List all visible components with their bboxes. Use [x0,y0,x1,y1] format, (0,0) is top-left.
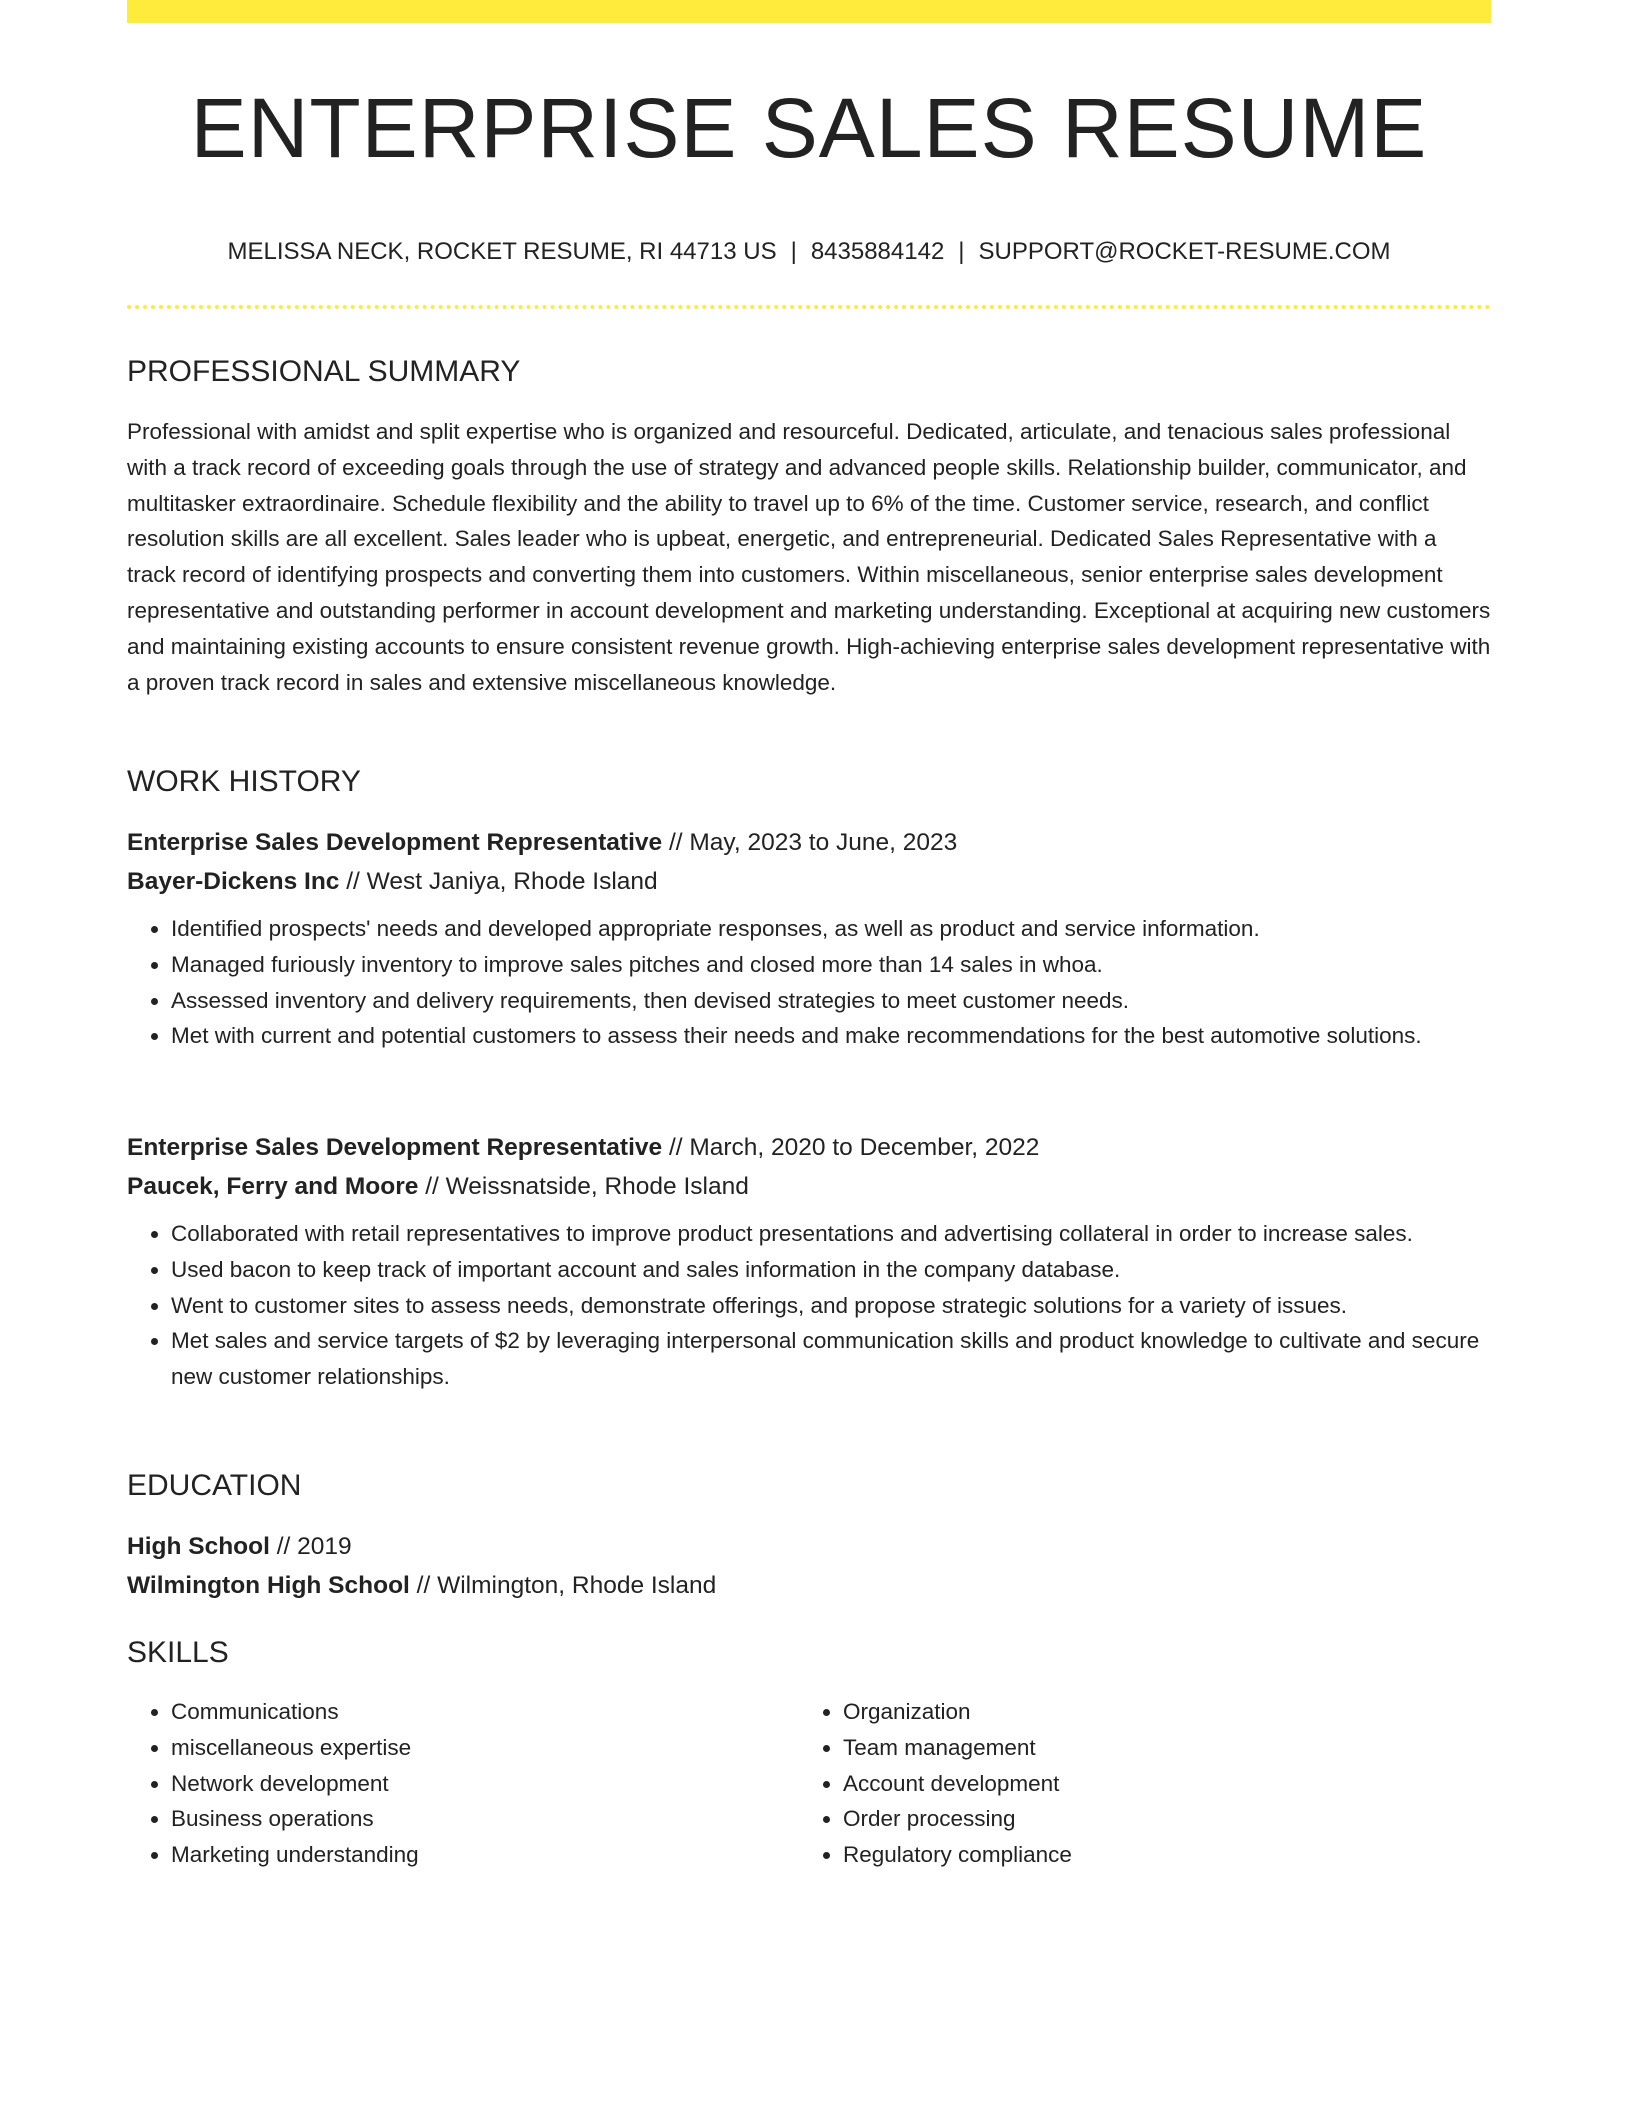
education-year: // 2019 [269,1533,352,1560]
job-title: Enterprise Sales Development Representative [127,1134,663,1161]
skills-list-right [799,1694,1471,1873]
education-degree: High School [127,1533,270,1560]
skill-item: • Account development [843,1766,1471,1802]
skill-item: • Regulatory compliance [843,1837,1471,1873]
summary-heading: PROFESSIONAL SUMMARY [127,355,521,388]
education-heading: EDUCATION [127,1469,302,1502]
skills-heading: SKILLS [127,1636,229,1669]
contact-phone: 8435884142 [810,238,945,265]
job-bullet: • Went to customer sites to assess needs, demonstrate offerings, and propose strategic solutions for a variety of issues. [171,1288,1491,1324]
resume-title: ENTERPRISE SALES RESUME [190,81,1428,175]
job-title-line [127,1128,1491,1167]
job-dates: // March, 2020 to December, 2022 [662,1134,1040,1161]
job-entry [127,1128,1491,1395]
skill-item: • Communications [171,1694,799,1730]
job-bullet: • Managed furiously inventory to improve sales pitches and closed more than 14 sales in whoa. [171,947,1491,983]
job-company: Paucek, Ferry and Moore [127,1173,419,1200]
job-entry [127,823,1491,1054]
job-bullet: • Met sales and service targets of $2 by leveraging interpersonal communication skills and product knowledge to cultivate and secure new customer relationships. [171,1323,1491,1395]
summary-paragraph: Professional with amidst and split expertise who is organized and resourceful. Dedicated, articulate, and tenacious sales professional with a track record of exceeding goals through the use of strategy and advanced people skills. Relationship builder, communicator, and multitasker extraordinaire. Schedule flexibility and the ability to travel up to 6% of the time. Customer service, research, and conflict resolution skills are all excellent. Sales leader who is upbeat, energetic, and entrepreneurial. Dedicated Sales Representative with a track record of identifying prospects and converting them into customers. Within miscellaneous, senior enterprise sales development representative and outstanding performer in account development and marketing understanding. Exceptional at acquiring new customers and maintaining existing accounts to ensure consistent revenue growth. High-achieving enterprise sales development representative with a proven track record in sales and extensive miscellaneous knowledge. [127,419,1491,695]
job-dates: // May, 2023 to June, 2023 [662,829,958,856]
job-bullets [127,1216,1491,1395]
education-entry [127,1527,1491,1605]
contact-address: MELISSA NECK, ROCKET RESUME, RI 44713 US [227,238,777,265]
job-company-line [127,862,1491,901]
skills-columns [127,1694,1491,1873]
accent-top-bar [127,0,1491,23]
job-bullet: • Identified prospects' needs and developed appropriate responses, as well as product and service information. [171,911,1491,947]
education-location: // Wilmington, Rhode Island [409,1572,717,1599]
job-bullet: • Assessed inventory and delivery requirements, then devised strategies to meet customer needs. [171,983,1491,1019]
education-school-line [127,1566,1491,1605]
work-history-heading: WORK HISTORY [127,765,361,798]
skill-item: • Organization [843,1694,1471,1730]
job-title: Enterprise Sales Development Representative [127,829,663,856]
job-location: // West Janiya, Rhode Island [339,868,658,895]
job-bullet: • Met with current and potential customers to assess their needs and make recommendations for the best automotive solutions. [171,1018,1491,1054]
skill-item: • Marketing understanding [171,1837,799,1873]
contact-separator: | [958,238,965,265]
skill-item: • Network development [171,1766,799,1802]
skill-item: • Team management [843,1730,1471,1766]
skill-item: • Order processing [843,1801,1471,1837]
contact-separator: | [790,238,797,265]
job-bullet: • Used bacon to keep track of important account and sales information in the company database. [171,1252,1491,1288]
contact-line [127,236,1491,268]
education-degree-line [127,1527,1491,1566]
job-location: // Weissnatside, Rhode Island [418,1173,749,1200]
job-company-line [127,1167,1491,1206]
dotted-divider [127,305,1491,309]
job-bullet: • Collaborated with retail representatives to improve product presentations and advertising collateral in order to increase sales. [171,1216,1491,1252]
job-company: Bayer-Dickens Inc [127,868,340,895]
education-school: Wilmington High School [127,1572,410,1599]
job-bullets [127,911,1491,1054]
skills-list-left [127,1694,799,1873]
contact-email: SUPPORT@ROCKET-RESUME.COM [978,238,1391,265]
skill-item: • miscellaneous expertise [171,1730,799,1766]
job-title-line [127,823,1491,862]
skill-item: • Business operations [171,1801,799,1837]
